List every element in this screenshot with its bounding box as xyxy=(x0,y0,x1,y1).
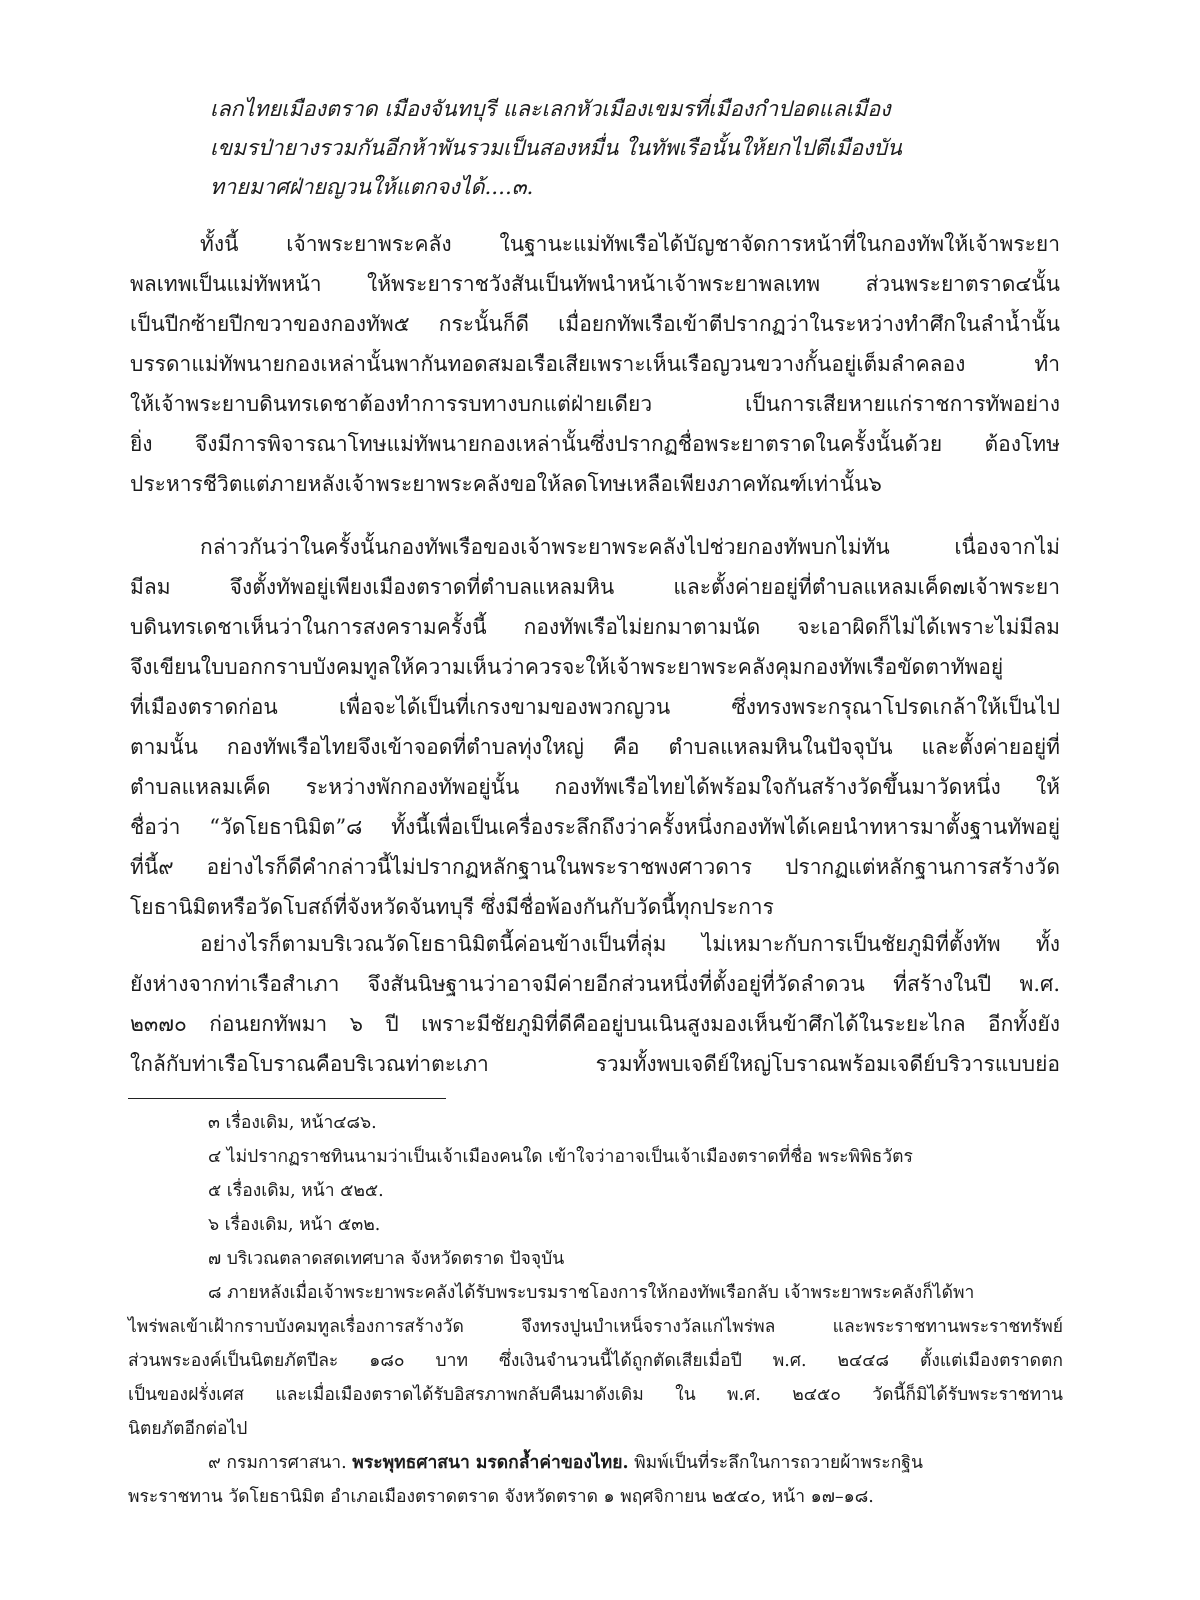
footnote-8-continuation: ไพร่พลเข้าเฝ้ากราบบังคมทูลเรื่องการสร้างวัด จึงทรงปูนบำเหน็จรางวัลแก่ไพร่พล และพระราชทานพระราชทรัพย์ xyxy=(128,1317,1063,1337)
footnote-8: ๘ ภายหลังเมื่อเจ้าพระยาพระคลังได้รับพระบรมราชโองการให้กองทัพเรือกลับ เจ้าพระยาพระคลังก็ได้พา xyxy=(208,1283,975,1303)
paragraph-line: เป็นปีกซ้ายปีกขวาของกองทัพ๕ กระนั้นก็ดี เมื่อยกทัพเรือเข้าตีปรากฏว่าในระหว่างทำศึกในลำน้ำนั้น xyxy=(130,312,1060,336)
paragraph-line: ตามนั้น กองทัพเรือไทยจึงเข้าจอดที่ตำบลทุ่งใหญ่ คือ ตำบลแหลมหินในปัจจุบัน และตั้งค่ายอยู่ที่ xyxy=(130,735,1060,759)
footnote-8-continuation: เป็นของฝรั่งเศส และเมื่อเมืองตราดได้รับอิสรภาพกลับคืนมาดังเดิม ใน พ.ศ. ๒๔๕๐ วัดนี้ก็มิได้รับพระราชทาน xyxy=(128,1385,1063,1405)
footnotes xyxy=(128,1106,1063,1514)
paragraph-line: ที่เมืองตราดก่อน เพื่อจะได้เป็นที่เกรงขามของพวกญวน ซึ่งทรงพระกรุณาโปรดเกล้าให้เป็นไป xyxy=(130,695,1060,719)
paragraph-line: บดินทรเดชาเห็นว่าในการสงครามครั้งนี้ กองทัพเรือไม่ยกมาตามนัด จะเอาผิดก็ไม่ได้เพราะไม่มีลม xyxy=(130,615,1060,639)
paragraph-line: ตำบลแหลมเค็ด ระหว่างพักกองทัพอยู่นั้น กองทัพเรือไทยได้พร้อมใจกันสร้างวัดขึ้นมาวัดหนึ่ง ให้ xyxy=(130,775,1060,799)
footnote-8-continuation: นิตยภัตอีกต่อไป xyxy=(128,1419,248,1439)
paragraph-line: โยธานิมิตหรือวัดโบสถ์ที่จังหวัดจันทบุรี ซึ่งมีชื่อพ้องกันกับวัดนี้ทุกประการ xyxy=(130,895,774,919)
paragraph-line: ให้เจ้าพระยาบดินทรเดชาต้องทำการรบทางบกแต่ฝ่ายเดียว เป็นการเสียหายแก่ราชการทัพอย่าง xyxy=(130,392,1060,416)
footnote-5: ๕ เรื่องเดิม, หน้า ๕๒๕. xyxy=(208,1181,384,1201)
body-paragraph-3 xyxy=(130,924,1060,1084)
body-paragraph-1 xyxy=(130,224,1060,504)
quote-line: ทายมาศฝ่ายญวนให้แตกจงได้....๓. xyxy=(210,175,534,200)
paragraph-line: พลเทพเป็นแม่ทัพหน้า ให้พระยาราชวังสันเป็นทัพนำหน้าเจ้าพระยาพลเทพ ส่วนพระยาตราด๔นั้น xyxy=(130,272,1060,296)
footnote-8-continuation: ส่วนพระองค์เป็นนิตยภัตปีละ ๑๘๐ บาท ซึ่งเงินจำนวนนี้ได้ถูกตัดเสียเมื่อปี พ.ศ. ๒๔๔๘ ตั้งแต่เมืองตราดตก xyxy=(128,1351,1063,1371)
quote-line: เขมรป่ายางรวมกันอีกห้าพันรวมเป็นสองหมื่น ในทัพเรือนั้นให้ยกไปตีเมืองบัน xyxy=(210,136,902,161)
footnote-6: ๖ เรื่องเดิม, หน้า ๕๓๒. xyxy=(208,1215,381,1235)
footnote-9-continuation: พระราชทาน วัดโยธานิมิต อำเภอเมืองตราดตราด จังหวัดตราด ๑ พฤศจิกายน ๒๕๔๐, หน้า ๑๗–๑๘. xyxy=(128,1487,874,1507)
footnote-9 xyxy=(128,1446,1063,1480)
paragraph-line: ทั้งนี้ เจ้าพระยาพระคลัง ในฐานะแม่ทัพเรือได้บัญชาจัดการหน้าที่ในกองทัพให้เจ้าพระยา xyxy=(200,232,1060,256)
paragraph-line: กล่าวกันว่าในครั้งนั้นกองทัพเรือของเจ้าพระยาพระคลังไปช่วยกองทัพบกไม่ทัน เนื่องจากไม่ xyxy=(200,535,1060,559)
footnote-9-note: พิมพ์เป็นที่ระลึกในการถวายผ้าพระกฐิน xyxy=(634,1453,923,1473)
paragraph-line: บรรดาแม่ทัพนายกองเหล่านั้นพากันทอดสมอเรือเสียเพราะเห็นเรือญวนขวางกั้นอยู่เต็มลำคลอง ทำ xyxy=(130,352,1060,376)
paragraph-line: มีลม จึงตั้งทัพอยู่เพียงเมืองตราดที่ตำบลแหลมหิน และตั้งค่ายอยู่ที่ตำบลแหลมเค็ด๗เจ้าพระยา xyxy=(130,575,1060,599)
footnote-separator xyxy=(128,1098,446,1099)
paragraph-line: อย่างไรก็ตามบริเวณวัดโยธานิมิตนี้ค่อนข้างเป็นที่ลุ่ม ไม่เหมาะกับการเป็นชัยภูมิที่ตั้งทัพ ทั้ง xyxy=(200,932,1060,956)
paragraph-line: จึงเขียนใบบอกกราบบังคมทูลให้ความเห็นว่าควรจะให้เจ้าพระยาพระคลังคุมกองทัพเรือขัดตาทัพอยู่ xyxy=(130,655,1004,679)
quoted-chronicle-passage xyxy=(210,90,1000,207)
footnote-4: ๔ ไม่ปรากฏราชทินนามว่าเป็นเจ้าเมืองคนใด เข้าใจว่าอาจเป็นเจ้าเมืองตราดที่ชื่อ พระพิพิธวัตร xyxy=(208,1147,913,1167)
paragraph-line: ประหารชีวิตแต่ภายหลังเจ้าพระยาพระคลังขอให้ลดโทษเหลือเพียงภาคทัณฑ์เท่านั้น๖ xyxy=(130,472,882,496)
footnote-7: ๗ บริเวณตลาดสดเทศบาล จังหวัดตราด ปัจจุบัน xyxy=(208,1249,565,1269)
paragraph-line: ชื่อว่า “วัดโยธานิมิต”๘ ทั้งนี้เพื่อเป็นเครื่องระลึกถึงว่าครั้งหนึ่งกองทัพได้เคยนำทหารมาตั้งฐานทัพอยู่ xyxy=(130,815,1060,839)
footnote-9-title: พระพุทธศาสนา มรดกล้ำค่าของไทย. xyxy=(352,1453,629,1473)
paragraph-line: ยิ่ง จึงมีการพิจารณาโทษแม่ทัพนายกองเหล่านั้นซึ่งปรากฏชื่อพระยาตราดในครั้งนั้นด้วย ต้องโทษ xyxy=(130,432,1060,456)
footnote-3: ๓ เรื่องเดิม, หน้า๔๘๖. xyxy=(208,1113,377,1133)
paragraph-line: ที่นี้๙ อย่างไรก็ดีคำกล่าวนี้ไม่ปรากฏหลักฐานในพระราชพงศาวดาร ปรากฏแต่หลักฐานการสร้างวัด xyxy=(130,855,1060,879)
paragraph-line: ใกล้กับท่าเรือโบราณคือบริเวณท่าตะเภา รวมทั้งพบเจดีย์ใหญ่โบราณพร้อมเจดีย์บริวารแบบย่อ xyxy=(130,1052,1060,1076)
paragraph-line: ๒๓๗๐ ก่อนยกทัพมา ๖ ปี เพราะมีชัยภูมิที่ดีคืออยู่บนเนินสูงมองเห็นข้าศึกได้ในระยะไกล อีกทั้งยัง xyxy=(130,1012,1060,1036)
paragraph-line: ยังห่างจากท่าเรือสำเภา จึงสันนิษฐานว่าอาจมีค่ายอีกส่วนหนึ่งที่ตั้งอยู่ที่วัดลำดวน ที่สร้างในปี พ.ศ. xyxy=(130,972,1060,996)
quote-line: เลกไทยเมืองตราด เมืองจันทบุรี และเลกหัวเมืองเขมรที่เมืองกำปอดแลเมือง xyxy=(210,97,891,122)
body-paragraph-2 xyxy=(130,527,1060,927)
footnote-9-author: ๙ กรมการศาสนา. xyxy=(208,1453,347,1473)
